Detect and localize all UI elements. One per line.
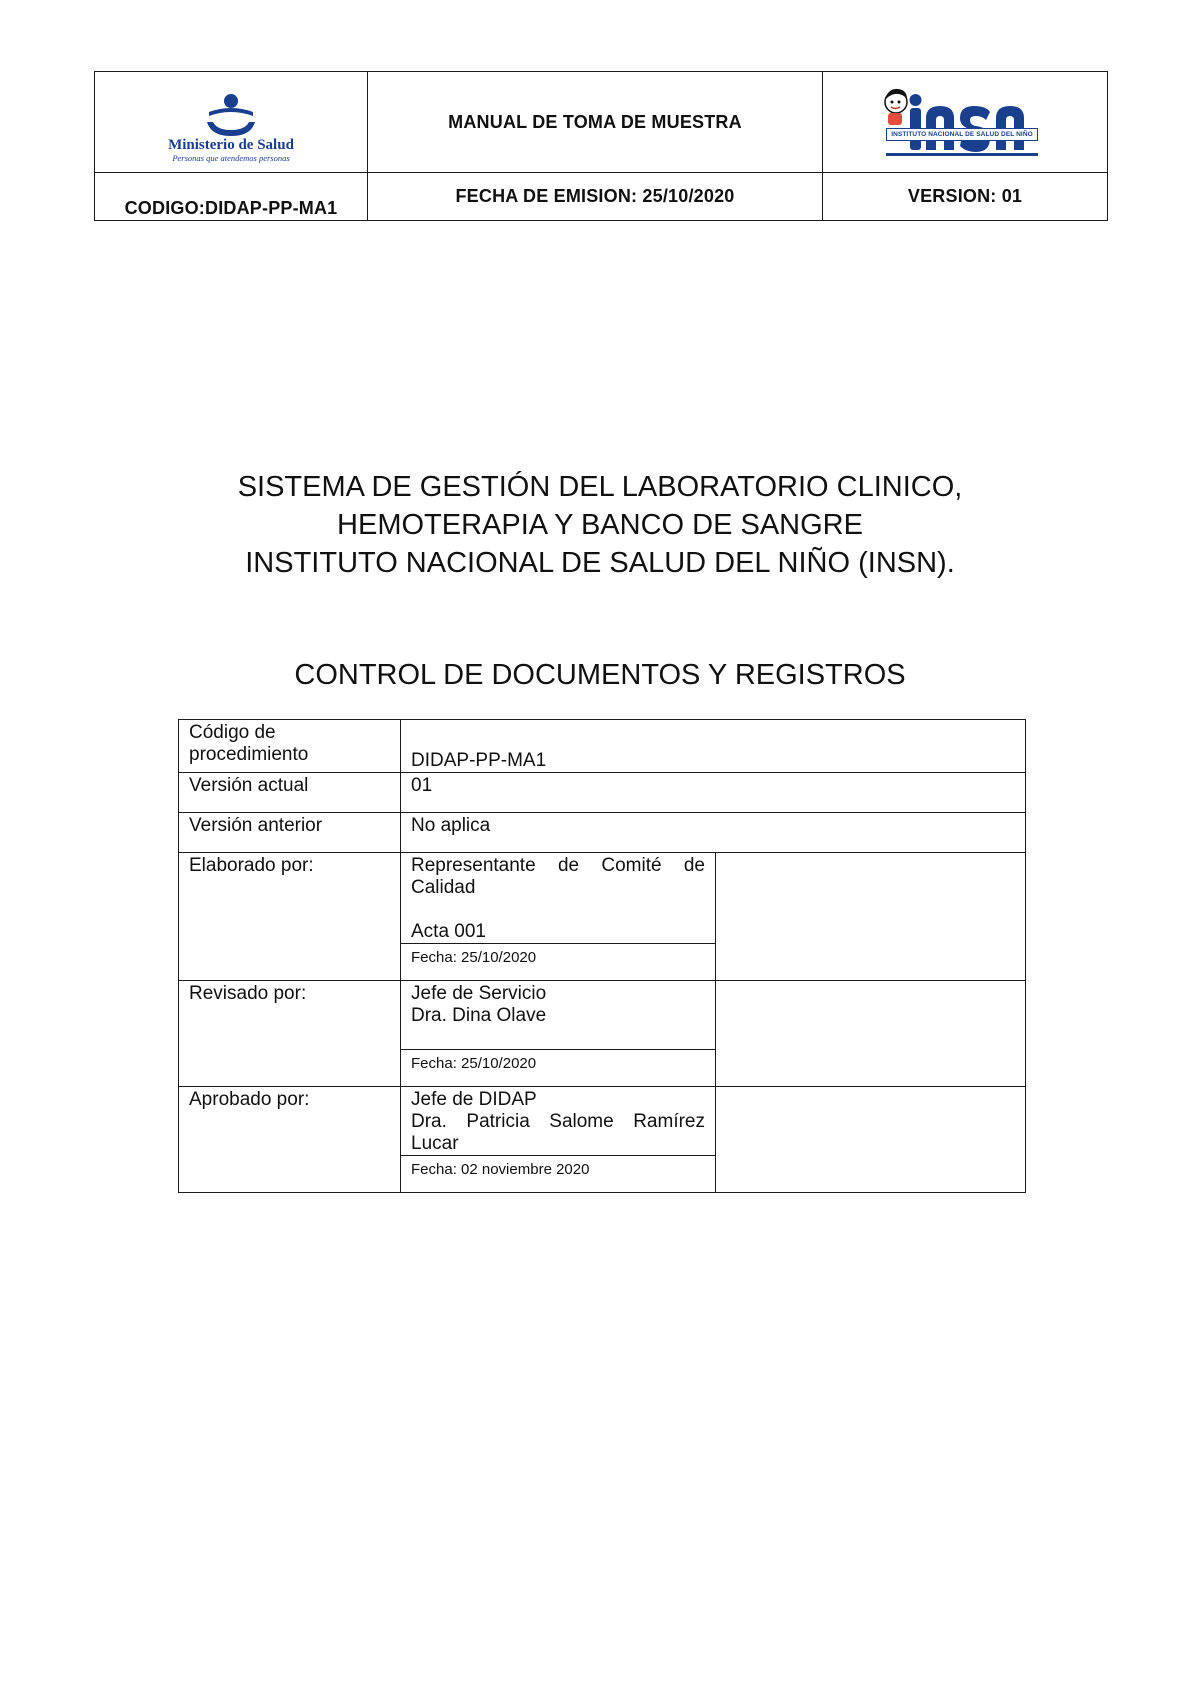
section-subtitle: CONTROL DE DOCUMENTOS Y REGISTROS	[294, 659, 906, 691]
table-row	[179, 813, 1026, 853]
table-row	[179, 981, 1026, 1050]
table-row	[179, 720, 1026, 773]
document-header	[94, 71, 1108, 221]
approved-line-1: Jefe de DIDAP	[411, 1089, 537, 1110]
insn-logo-graphic-icon	[880, 82, 1050, 160]
table-row	[179, 1087, 1026, 1156]
prepared-signature-cell	[716, 853, 1026, 981]
approved-label: Aprobado por:	[179, 1087, 401, 1193]
previous-version-value: No aplica	[401, 813, 1026, 853]
insn-caption: INSTITUTO NACIONAL DE SALUD DEL NIÑO	[886, 128, 1038, 141]
minsa-logo-cell	[95, 72, 368, 173]
insn-logo-cell	[823, 72, 1108, 173]
table-row	[179, 853, 1026, 944]
prepared-line-1: Representante de Comité de Calidad	[411, 855, 705, 898]
document-control-table	[178, 719, 1026, 1193]
minsa-logo	[168, 92, 294, 163]
minsa-emblem-icon	[203, 92, 259, 136]
reviewed-signature-cell	[716, 981, 1026, 1087]
reviewed-line-1: Jefe de Servicio	[411, 983, 547, 1004]
current-version-label: Versión actual	[179, 773, 401, 813]
reviewed-line-2: Dra. Dina Olave	[411, 1005, 547, 1026]
reviewed-info-cell	[401, 981, 716, 1050]
reviewed-label: Revisado por:	[179, 981, 401, 1087]
insn-logo	[880, 82, 1050, 160]
approved-line-2: Dra. Patricia Salome Ramírez Lucar	[411, 1111, 705, 1154]
previous-version-label: Versión anterior	[179, 813, 401, 853]
version-cell	[823, 173, 1108, 221]
issue-date: FECHA DE EMISION: 25/10/2020	[455, 186, 735, 206]
manual-title: MANUAL DE TOMA DE MUESTRA	[448, 111, 742, 132]
current-version-value: 01	[401, 773, 1026, 813]
procedure-code-label-1: Código de	[189, 722, 276, 743]
minsa-name: Ministerio de Salud	[168, 136, 294, 153]
prepared-label: Elaborado por:	[179, 853, 401, 981]
version: VERSION: 01	[907, 186, 1023, 206]
procedure-code-cell	[401, 720, 1026, 773]
prepared-date: Fecha: 25/10/2020	[401, 944, 716, 981]
reviewed-date: Fecha: 25/10/2020	[401, 1050, 716, 1087]
prepared-info-cell	[401, 853, 716, 944]
table-row	[179, 773, 1026, 813]
approved-signature-cell	[716, 1087, 1026, 1193]
title-line-1: SISTEMA DE GESTIÓN DEL LABORATORIO CLINICO,	[237, 471, 963, 503]
system-title	[0, 468, 1200, 582]
approved-date: Fecha: 02 noviembre 2020	[401, 1156, 716, 1193]
minsa-slogan: Personas que atendemos personas	[172, 152, 290, 163]
title-line-2: HEMOTERAPIA Y BANCO DE SANGRE	[337, 509, 863, 541]
approved-info-cell	[401, 1087, 716, 1156]
manual-title-cell	[368, 72, 823, 173]
document-code: CODIGO:DIDAP-PP-MA1	[124, 198, 338, 218]
code-cell	[95, 173, 368, 221]
procedure-code-label-2: procedimiento	[189, 744, 309, 765]
title-line-3: INSTITUTO NACIONAL DE SALUD DEL NIÑO (INSN).	[245, 547, 955, 579]
prepared-line-2: Acta 001	[411, 921, 486, 942]
procedure-code-label-cell	[179, 720, 401, 773]
procedure-code-value: DIDAP-PP-MA1	[411, 750, 547, 771]
issue-date-cell	[368, 173, 823, 221]
